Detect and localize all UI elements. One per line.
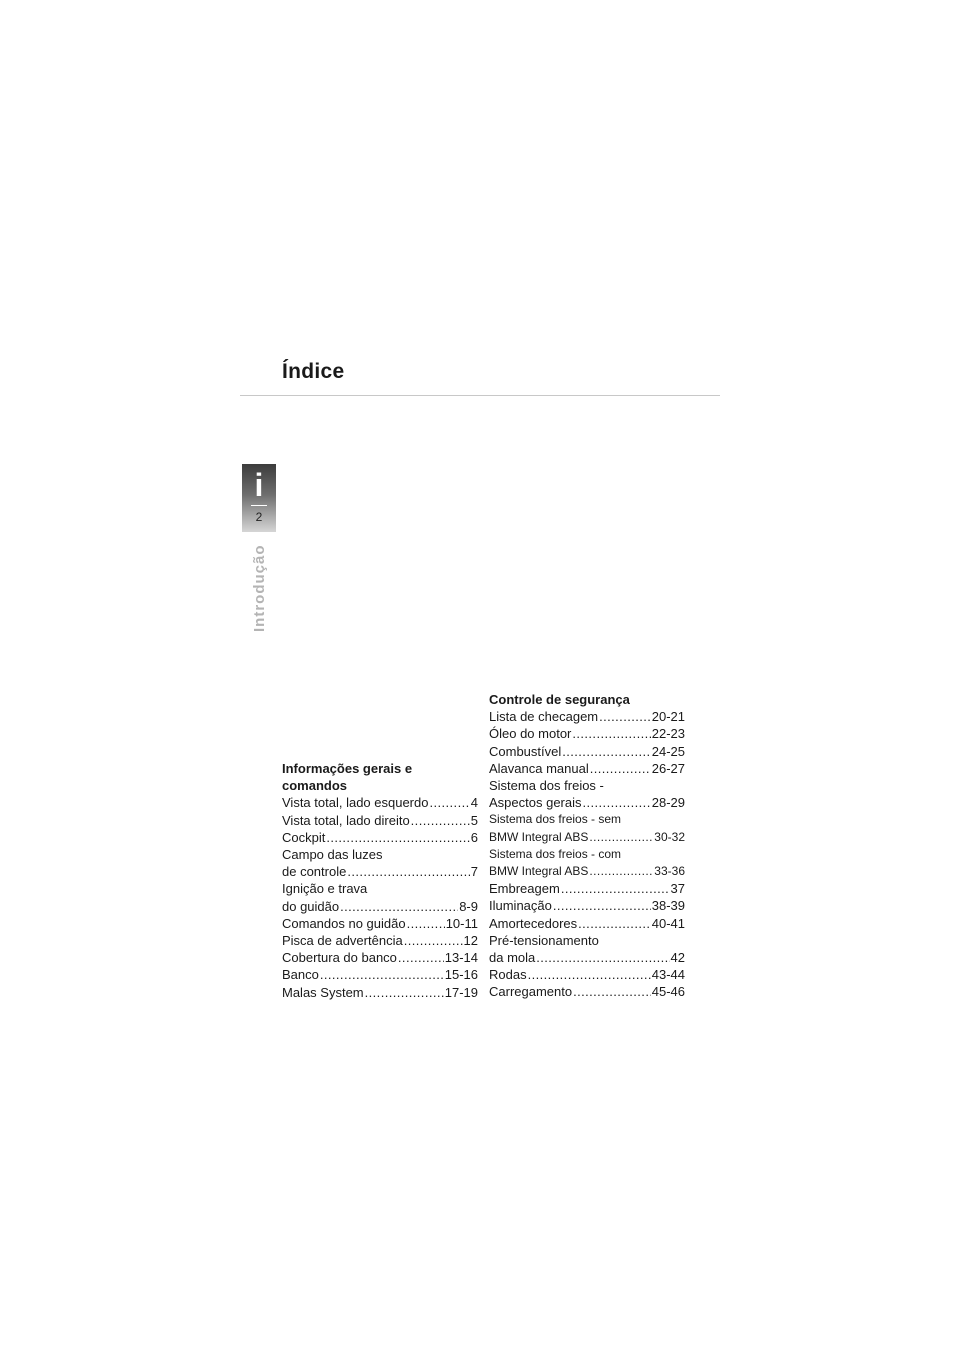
toc-entry[interactable] [489, 794, 685, 811]
toc-entry-label-line1: Pré-tensionamento [489, 932, 599, 948]
leader-dots [589, 829, 653, 846]
toc-entry[interactable] [282, 932, 478, 949]
toc-entry-page: 8-9 [459, 898, 478, 914]
toc-entry-label: da mola [489, 950, 536, 966]
toc-entry[interactable] [489, 880, 685, 897]
toc-entry[interactable] [489, 863, 685, 880]
toc-entry[interactable] [282, 898, 478, 915]
leader-dots [572, 725, 650, 742]
toc-column-right [489, 691, 685, 1001]
toc-entry-label: Aspectos gerais [489, 795, 582, 811]
toc-entry-label: Combustível [489, 743, 562, 759]
toc-entry-page: 7 [470, 864, 478, 880]
toc-entry-label: Comandos no guidão [282, 915, 406, 931]
chapter-side-label: Introdução [251, 544, 268, 632]
page-title: Índice [282, 360, 345, 383]
leader-dots [562, 743, 651, 760]
toc-section-heading: Informações gerais e [282, 761, 413, 776]
toc-column-left [282, 760, 478, 1001]
toc-entry-page: 22-23 [651, 726, 685, 742]
toc-entry[interactable] [282, 863, 478, 880]
chapter-tab [242, 464, 276, 532]
toc-entry-label: Vista total, lado esquerdo [282, 795, 429, 811]
toc-entry[interactable] [489, 760, 685, 777]
toc-entry-label: Alavanca manual [489, 760, 589, 776]
toc-entry-label: Pisca de advertência [282, 933, 403, 949]
toc-entry-page: 43-44 [651, 967, 685, 983]
leader-dots [340, 898, 458, 915]
toc-entry-page: 28-29 [651, 795, 685, 811]
toc-entry[interactable] [489, 897, 685, 914]
toc-entry-page: 30-32 [654, 829, 685, 844]
toc-entry-label-line1: Campo das luzes [282, 847, 383, 863]
chapter-tab-divider [251, 505, 267, 506]
leader-dots [398, 949, 444, 966]
toc-entry[interactable] [489, 829, 685, 846]
toc-entry[interactable] [489, 915, 685, 932]
toc-entry-page: 40-41 [651, 915, 685, 931]
leader-dots [347, 863, 469, 880]
toc-entry[interactable] [282, 915, 478, 932]
toc-entry[interactable] [489, 949, 685, 966]
toc-entry-label-line1: Ignição e trava [282, 881, 368, 897]
toc-entry-label: BMW Integral ABS [489, 829, 589, 844]
toc-entry[interactable] [489, 708, 685, 725]
toc-entry[interactable] [282, 812, 478, 829]
toc-section-heading: Controle de segurança [489, 692, 630, 707]
toc-entry-label: Óleo do motor [489, 726, 572, 742]
leader-dots [553, 897, 651, 914]
page-number: 2 [255, 510, 263, 524]
toc-entry-label: Lista de checagem [489, 709, 599, 725]
toc-entry[interactable] [282, 984, 478, 1001]
toc-entry-label: Cobertura do banco [282, 950, 397, 966]
leader-dots [589, 863, 653, 880]
leader-dots [573, 983, 651, 1000]
leader-dots [590, 760, 651, 777]
toc-entry-page: 33-36 [654, 864, 685, 879]
toc-entry-label-line1: Sistema dos freios - com [489, 846, 622, 861]
toc-entry-label: Amortecedores [489, 915, 578, 931]
toc-entry-page: 38-39 [651, 898, 685, 914]
toc-entry[interactable] [282, 829, 478, 846]
toc-entry-label: de controle [282, 864, 347, 880]
toc-entry-page: 37 [670, 881, 685, 897]
leader-dots [583, 794, 651, 811]
leader-dots [326, 829, 469, 846]
toc-entry[interactable] [282, 949, 478, 966]
toc-entry-label: Banco [282, 967, 319, 983]
toc-entry-page: 20-21 [651, 709, 685, 725]
leader-dots [561, 880, 670, 897]
toc-entry-page: 10-11 [445, 915, 478, 931]
toc-entry-label: Cockpit [282, 829, 326, 845]
toc-entry-page: 6 [470, 829, 478, 845]
toc-entry-page: 26-27 [651, 760, 685, 776]
toc-entry-page: 45-46 [651, 984, 685, 1000]
chapter-tab-letter: i [254, 467, 264, 503]
toc-section-heading: comandos [282, 778, 348, 794]
toc-entry-page: 17-19 [444, 984, 478, 1000]
toc-entry-page: 24-25 [651, 743, 685, 759]
leader-dots [536, 949, 669, 966]
toc-entry[interactable] [489, 743, 685, 760]
toc-entry[interactable] [489, 725, 685, 742]
toc-entry-page: 15-16 [444, 967, 478, 983]
toc-entry-label: Rodas [489, 967, 527, 983]
toc-entry-label: Malas System [282, 984, 364, 1000]
toc-entry-label: Embreagem [489, 881, 560, 897]
toc-entry-page: 13-14 [444, 950, 478, 966]
toc-entry-label: Carregamento [489, 984, 573, 1000]
toc-entry[interactable] [282, 794, 478, 811]
toc-entry-label-line1: Sistema dos freios - [489, 778, 604, 794]
toc-entry-page: 5 [470, 812, 478, 828]
toc-entry[interactable] [489, 966, 685, 983]
leader-dots [404, 932, 463, 949]
toc-entry-label-line1: Sistema dos freios - sem [489, 812, 622, 827]
leader-dots [320, 966, 444, 983]
leader-dots [528, 966, 651, 983]
leader-dots [411, 812, 470, 829]
leader-dots [407, 915, 445, 932]
toc-entry[interactable] [489, 983, 685, 1000]
leader-dots [599, 708, 651, 725]
toc-entry[interactable] [282, 966, 478, 983]
toc-entry-label: Iluminação [489, 898, 552, 914]
leader-dots [429, 794, 469, 811]
toc-entry-label: Vista total, lado direito [282, 812, 410, 828]
toc-entry-label: BMW Integral ABS [489, 864, 589, 879]
leader-dots [578, 915, 651, 932]
leader-dots [365, 984, 444, 1001]
toc-entry-page: 12 [463, 933, 478, 949]
toc-entry-label: do guidão [282, 898, 340, 914]
title-divider [240, 395, 720, 396]
toc-entry-page: 42 [670, 950, 685, 966]
toc-entry-page: 4 [470, 795, 478, 811]
